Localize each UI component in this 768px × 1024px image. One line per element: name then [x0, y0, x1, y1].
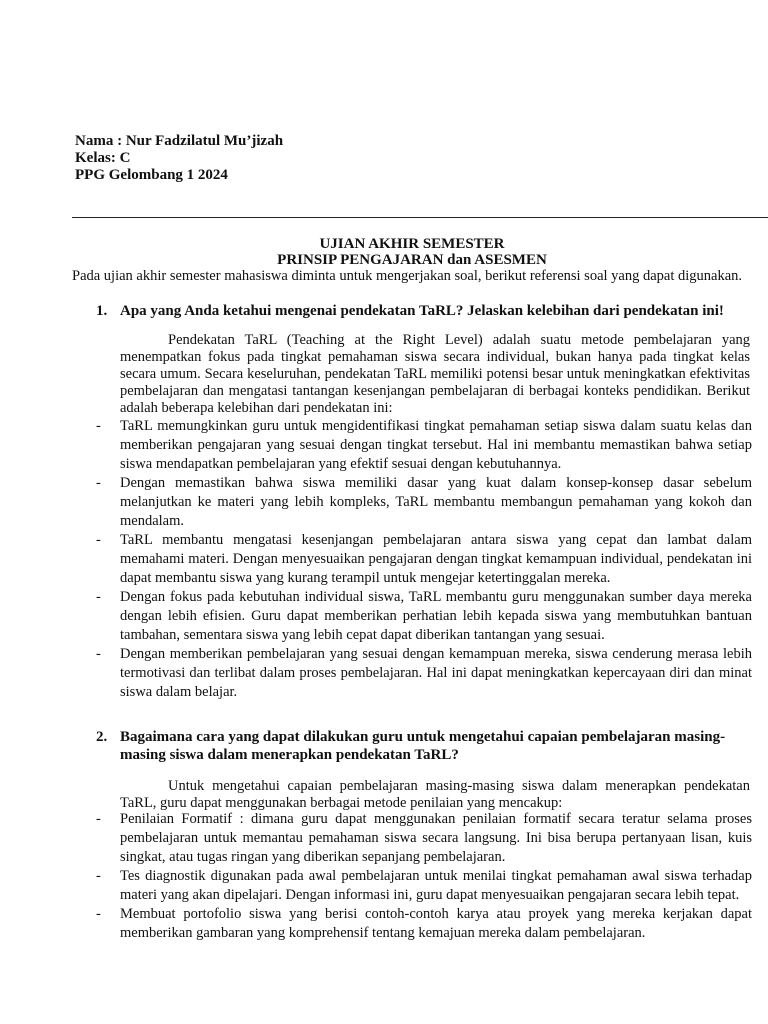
list-item: [96, 417, 752, 474]
answer-1-bullet-list: [96, 417, 752, 702]
student-class: Kelas: C: [75, 150, 131, 166]
question-text: Bagaimana cara yang dapat dilakukan guru untuk mengetahui capaian pembelajaran masing-masing siswa dalam menerapkan pendekatan TaRL?: [120, 729, 726, 763]
bullet-marker: -: [96, 418, 101, 434]
list-item-text: Dengan memastikan bahwa siswa memiliki dasar yang kuat dalam konsep-konsep dasar sebelum melanjutkan ke materi yang lebih kompleks, TaRL membantu membangun pemahaman yang kokoh dan mendalam.: [120, 475, 752, 529]
question-text: Apa yang Anda ketahui mengenai pendekatan TaRL? Jelaskan kelebihan dari pendekatan ini!: [120, 303, 724, 319]
list-item-text: Membuat portofolio siswa yang berisi contoh-contoh karya atau proyek yang mereka kerjakan dapat memberikan gambaran yang komprehensif tentang kemajuan mereka dalam pembelajaran.: [120, 906, 752, 941]
exam-title-block: [72, 236, 752, 268]
list-item-text: Dengan fokus pada kebutuhan individual siswa, TaRL membantu guru menggunakan sumber daya mereka dengan lebih efisien. Guru dapat memberikan perhatian lebih kepada siswa yang membutuhkan bantuan tambahan, sementara siswa yang lebih cepat dapat diberikan tantangan yang sesuai.: [120, 589, 752, 643]
list-item-text: TaRL membantu mengatasi kesenjangan pembelajaran antara siswa yang cepat dan lambat dalam memahami materi. Dengan menyesuaikan pengajaran dengan tingkat kemampuan individual, pendekatan ini dapat membantu siswa yang kurang terampil untuk mengejar ketertinggalan mereka.: [120, 532, 752, 586]
list-item-text: TaRL memungkinkan guru untuk mengidentifikasi tingkat pemahaman setiap siswa dalam suatu kelas dan memberikan pengajaran yang sesuai dengan tingkat tersebut. Hal ini membantu memastikan bahwa setiap siswa mendapatkan pembelajaran yang efektif sesuai dengan kebutuhannya.: [120, 418, 752, 472]
answer-2-bullet-list: [96, 810, 752, 943]
student-header: [75, 133, 283, 184]
bullet-marker: -: [96, 811, 101, 827]
answer-1-paragraph: Pendekatan TaRL (Teaching at the Right Level) adalah suatu metode pembelajaran yang menempatkan fokus pada tingkat pemahaman siswa secara individual, bukan hanya pada tingkat kelas secara umum. Secara keseluruhan, pendekatan TaRL memiliki potensi besar untuk meningkatkan efektivitas pembelajaran dan mengatasi tantangan kesenjangan pembelajaran di berbagai konteks pendidikan. Berikut adalah beberapa kelebihan dari pendekatan ini:: [120, 332, 750, 416]
intro-paragraph: Pada ujian akhir semester mahasiswa diminta untuk mengerjakan soal, berikut referensi soal yang dapat digunakan.: [72, 268, 743, 284]
list-item-text: Penilaian Formatif : dimana guru dapat menggunakan penilaian formatif secara teratur selama proses pembelajaran untuk memantau pemahaman siswa secara langsung. Ini bisa berupa pertanyaan lisan, kuis singkat, atau tugas ringan yang diberikan sepanjang pembelajaran.: [120, 811, 752, 865]
bullet-marker: -: [96, 646, 101, 662]
bullet-marker: -: [96, 868, 101, 884]
horizontal-divider: [72, 217, 768, 218]
question-2: [96, 728, 756, 764]
bullet-marker: -: [96, 532, 101, 548]
bullet-marker: -: [96, 589, 101, 605]
list-item: [96, 474, 752, 531]
list-item: [96, 645, 752, 702]
list-item: [96, 867, 752, 905]
ppg-batch: PPG Gelombang 1 2024: [75, 167, 228, 183]
question-number: 2.: [96, 729, 108, 745]
exam-title: UJIAN AKHIR SEMESTER: [319, 236, 505, 252]
answer-2-paragraph: Untuk mengetahui capaian pembelajaran masing-masing siswa dalam menerapkan pendekatan TaRL, guru dapat menggunakan berbagai metode penilaian yang mencakup:: [120, 778, 750, 811]
student-name: Nama : Nur Fadzilatul Mu’jizah: [75, 133, 284, 149]
course-title: PRINSIP PENGAJARAN dan ASESMEN: [277, 252, 547, 268]
question-number: 1.: [96, 303, 108, 319]
list-item: [96, 905, 752, 943]
list-item: [96, 810, 752, 867]
list-item-text: Dengan memberikan pembelajaran yang sesuai dengan kemampuan mereka, siswa cenderung merasa lebih termotivasi dan terlibat dalam proses pembelajaran. Hal ini dapat meningkatkan kepercayaan diri dan minat siswa dalam belajar.: [120, 646, 752, 700]
question-1: [96, 302, 756, 320]
bullet-marker: -: [96, 906, 101, 922]
list-item-text: Tes diagnostik digunakan pada awal pembelajaran untuk menilai tingkat pemahaman awal siswa terhadap materi yang akan dipelajari. Dengan informasi ini, guru dapat menyesuaikan pengajaran secara lebih tepat.: [120, 868, 752, 903]
list-item: [96, 531, 752, 588]
list-item: [96, 588, 752, 645]
bullet-marker: -: [96, 475, 101, 491]
